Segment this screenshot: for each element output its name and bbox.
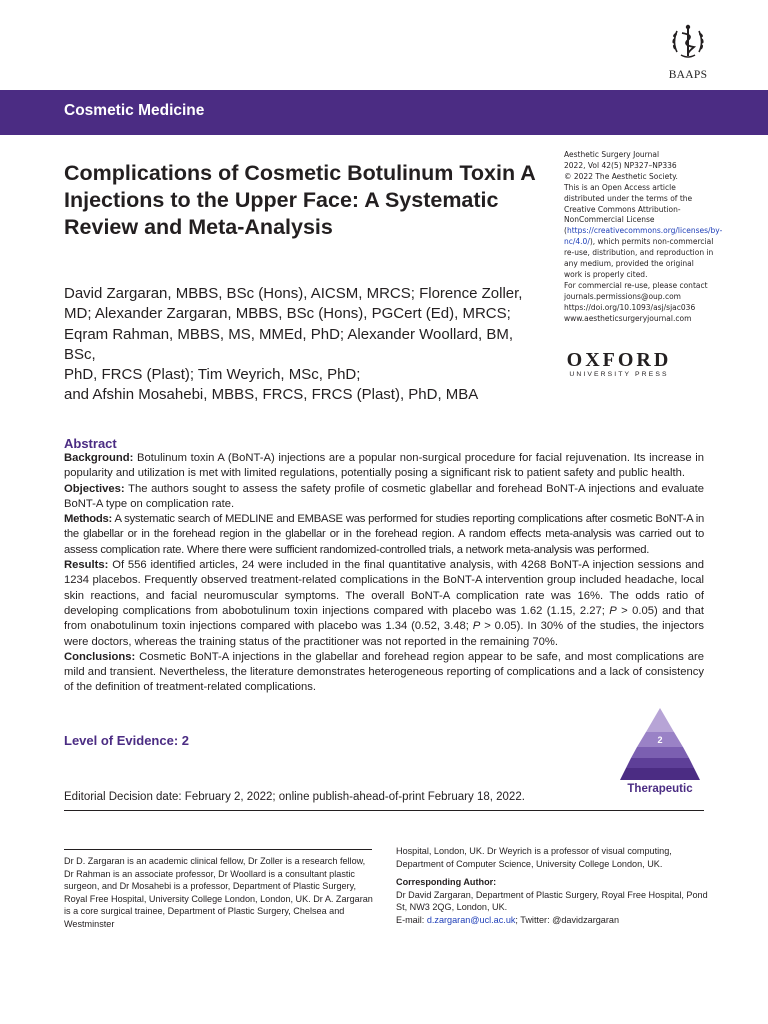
journal-volume: 2022, Vol 42(5) NP327–NP336 [564, 160, 677, 170]
website-text[interactable]: www.aestheticsurgeryjournal.com [564, 313, 692, 323]
license-link[interactable]: https://creativecommons.org/licenses/by-nc/4.0/ [564, 226, 723, 247]
author-line: MD; Alexander Zargaran, MBBS, BSc (Hons), PGCert (Ed), MRCS; [64, 305, 511, 323]
footnote-divider [64, 849, 372, 850]
abstract-text: Cosmetic BoNT-A injections in the glabellar and forehead region appear to be safe, and most complications are mild and transient. Nevertheless, the literature demonstrates heterogeneous reporting of complications and a lack of consistency of the definition of treatment-related complications. [64, 650, 704, 694]
journal-name: Aesthetic Surgery Journal [564, 150, 660, 159]
abstract-objectives [64, 482, 704, 513]
abstract-label: Methods: [64, 513, 112, 526]
doi-text[interactable]: https://doi.org/10.1093/asj/sjac036 [564, 302, 696, 312]
section-label: Cosmetic Medicine [64, 102, 205, 119]
copyright-line: © 2022 The Aesthetic Society. [564, 171, 678, 181]
pyramid-tier-1 [646, 708, 674, 732]
abstract-body [64, 451, 704, 696]
author-list [64, 284, 542, 406]
email-label: E-mail: [396, 914, 427, 925]
abstract-heading: Abstract [64, 436, 117, 451]
logo-text: BAAPS [668, 69, 708, 81]
abstract-text: The authors sought to assess the safety profile of cosmetic glabellar and forehead BoNT-A injections and evaluate BoNT-A type on complication rate. [64, 482, 704, 510]
license-text-part: ), which permits non-commercial re-use, distribution, and reproduction in any medium, provided the original work is properly cited. [564, 237, 714, 279]
abstract-label: Background: [64, 452, 134, 464]
journal-meta [564, 150, 723, 325]
abstract-methods [64, 512, 704, 558]
pyramid-caption: Therapeutic [627, 783, 693, 795]
license-text-part: This is an Open Access article distributed under the terms of the Creative Commons Attribution-NonCommercial License ( [564, 182, 693, 236]
abstract-label: Conclusions: [64, 650, 136, 663]
corresponding-label-text: Corresponding Author: [396, 877, 497, 888]
abstract-background [64, 451, 704, 482]
baaps-logo [656, 22, 720, 81]
divider [64, 810, 704, 811]
author-line: Eqram Rahman, MBBS, MS, MMEd, PhD; Alexander Woollard, BM, BSc, [64, 325, 514, 363]
affiliations-footnote: Dr D. Zargaran is an academic clinical fellow, Dr Zoller is a research fellow, Dr Rahman is an associate professor, Dr Woollard is a consultant plastic surgeon, and Dr Mosahebi is a professor, Department of Plastic Surgery, Royal Free Hospital, University College London, London, UK. Dr A. Zargaran is a core surgical trainee, Department of Plastic Surgery, Chelsea and Westminster [64, 856, 373, 929]
pyramid-tier-3 [631, 747, 689, 758]
affiliation-continued-text: Hospital, London, UK. Dr Weyrich is a professor of visual computing, Department of Computer Science, University College London, UK. [396, 846, 672, 869]
abstract-text: A systematic search of MEDLINE and EMBASE was performed for studies reporting complications after cosmetic BoNT-A in the glabellar or in the forehead region in the glabellar or in the forehead region. A random effects meta-analysis was carried out to assess complication rate. Where there were sufficient randomized-controlled trials, a network meta-analysis was performed. [64, 513, 705, 556]
abstract-label: Results: [64, 559, 109, 572]
abstract-text: Botulinum toxin A (BoNT-A) injections are a popular non-surgical procedure for facial rejuvenation. Its increase in popularity and utilization is met with limited regulations, potentially posing a significant risk to patient safety and public health. [64, 452, 704, 480]
author-line: and Afshin Mosahebi, MBBS, FRCS, FRCS (Plast), PhD, MBA [64, 386, 479, 404]
permissions-text: For commercial re-use, please contact journals.permissions@oup.com [564, 280, 708, 301]
article-title: Complications of Cosmetic Botulinum Toxin A Injections to the Upper Face: A Systematic Review and Meta-Analysis [64, 161, 536, 239]
abstract-results [64, 558, 704, 650]
pyramid-tier-5 [620, 768, 700, 780]
abstract-text: > 0.05). In 30% of the studies, the injectors were doctors, whereas the training status of the practitioner was not reported in the remaining 70%. [64, 620, 704, 648]
license-text [564, 182, 723, 281]
abstract-label: Objectives: [64, 482, 125, 495]
author-line: David Zargaran, MBBS, BSc (Hons), AICSM, MRCS; Florence Zoller, [64, 285, 523, 302]
affiliations-continued [396, 845, 708, 927]
corresponding-label [396, 876, 708, 889]
email-link[interactable]: d.zargaran@ucl.ac.uk [426, 914, 516, 925]
contact-line [396, 914, 708, 927]
abstract-conclusions [64, 650, 704, 696]
pyramid-tier-4 [626, 758, 694, 768]
pyramid-level-label: 2 [657, 735, 663, 745]
editorial-date: Editorial Decision date: February 2, 2022; online publish-ahead-of-print February 18, 2022. [64, 791, 525, 803]
p-symbol: P [472, 620, 481, 633]
abstract-text: > 0.05) and that from onabotulinum toxin injections compared with placebo was 1.34 (0.52, 3.48; [64, 604, 704, 633]
oup-logo-name: OXFORD [566, 349, 672, 371]
oup-logo-sub: UNIVERSITY PRESS [569, 371, 669, 378]
twitter-text: ; Twitter: @davidzargaran [515, 914, 620, 925]
p-symbol: P [609, 604, 617, 617]
author-line: PhD, FRCS (Plast); Tim Weyrich, MSc, PhD; [64, 366, 361, 384]
corresponding-text: Dr David Zargaran, Department of Plastic Surgery, Royal Free Hospital, Pond St, NW3 2QG, London, UK. [396, 889, 708, 913]
evidence-pyramid [620, 708, 700, 784]
caduceus-wreath-icon [668, 22, 708, 62]
abstract-text: Of 556 identified articles, 24 were included in the final quantitative analysis, with 4268 BoNT-A injection sessions and 1234 placebos. Frequently observed treatment-related complications in the BoNT-A intervention group included headache, local skin reactions, and facial neuromuscular symptoms. The overall BoNT-A complication rate was 16%. The odds ratio of developing complications from abobotulinum toxin injections compared with placebo was 1.62 (1.15, 2.27; [64, 559, 704, 617]
oup-logo [564, 350, 674, 378]
level-of-evidence: Level of Evidence: 2 [64, 733, 189, 748]
